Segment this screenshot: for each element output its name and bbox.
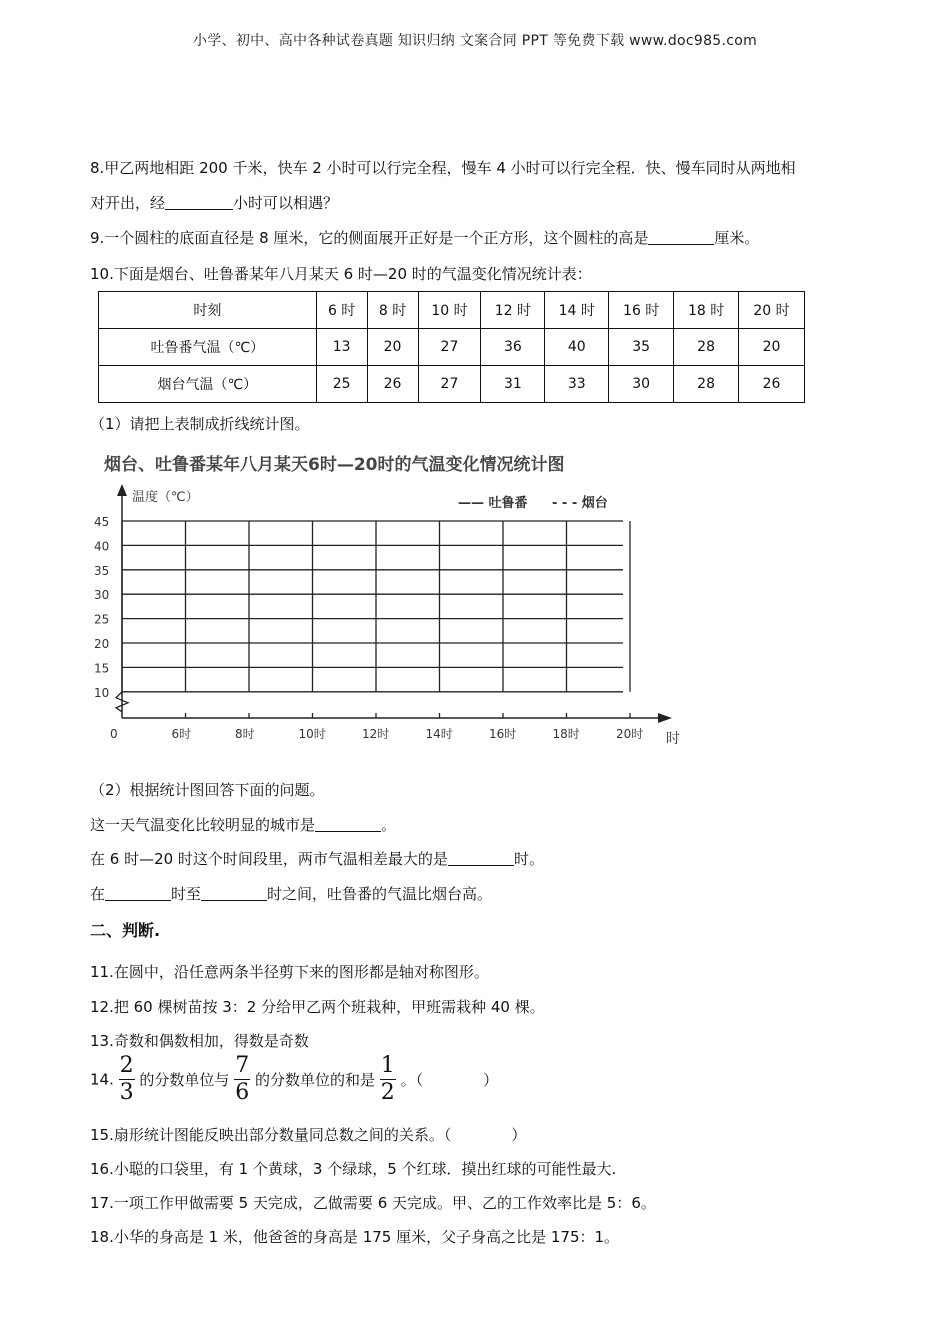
- chart-x-tick-label: 20时: [616, 727, 644, 741]
- table-cell: 35: [609, 329, 674, 366]
- fraction-numerator: 2: [119, 1053, 134, 1078]
- question-10-sub2: （2）根据统计图回答下面的问题。: [90, 781, 325, 799]
- chart-x-axis-label: 时: [666, 731, 680, 747]
- question-10-ask1: [90, 814, 396, 835]
- table-cell: 27: [418, 366, 481, 403]
- question-14: [90, 1055, 498, 1104]
- fraction-denominator: 2: [380, 1080, 395, 1105]
- answer-blank[interactable]: [448, 850, 514, 866]
- question-10-sub1: （1）请把上表制成折线统计图。: [90, 415, 310, 433]
- question-9-text-a: 9.一个圆柱的底面直径是 8 厘米，它的侧面展开正好是一个正方形，这个圆柱的高是: [90, 229, 649, 247]
- fraction-denominator: 3: [119, 1080, 134, 1105]
- question-8-text-a: 对开出，经: [90, 194, 166, 212]
- q14-mid1: 的分数单位与: [139, 1071, 230, 1089]
- fraction-numerator: 7: [235, 1053, 250, 1078]
- chart-y-tick-label: 40: [94, 539, 110, 554]
- ask2-text-a: 在 6 时—20 时这个时间段里，两市气温相差最大的是: [90, 850, 448, 868]
- answer-blank[interactable]: [105, 885, 171, 901]
- chart-axes: [116, 484, 672, 723]
- q14-mid2: 的分数单位的和是: [255, 1071, 376, 1089]
- chart-y-tick-label: 15: [94, 661, 110, 676]
- table-header-cell: 16 时: [609, 292, 674, 329]
- table-cell: 20: [739, 329, 805, 366]
- table-header-cell: 8 时: [367, 292, 418, 329]
- table-cell: 30: [609, 366, 674, 403]
- ask3-text-b: 时至: [171, 885, 202, 903]
- question-15: 15.扇形统计图能反映出部分数量同总数之间的关系。（ ）: [90, 1126, 527, 1144]
- chart-y-tick-label: 20: [94, 637, 110, 651]
- ask1-text-b: 。: [381, 816, 397, 834]
- table-cell: 26: [739, 366, 805, 403]
- table-cell: 26: [367, 366, 418, 403]
- chart-x-tick-label: 8时: [235, 727, 255, 741]
- chart-x-tick-label: 14时: [425, 727, 453, 741]
- chart-origin-label: 0: [110, 727, 118, 741]
- answer-blank[interactable]: [648, 229, 714, 245]
- question-10-ask3: [90, 883, 492, 904]
- question-10-intro: 10.下面是烟台、吐鲁番某年八月某天 6 时—20 时的气温变化情况统计表：: [90, 265, 592, 283]
- q14-suffix: 。（ ）: [400, 1071, 499, 1089]
- table-cell: 28: [674, 329, 739, 366]
- chart-grid: [122, 521, 630, 692]
- chart-y-tick-label: 25: [94, 612, 110, 627]
- question-16: 16.小聪的口袋里，有 1 个黄球，3 个绿球，5 个红球．摸出红球的可能性最大.: [90, 1160, 617, 1178]
- chart-y-tick-label: 45: [94, 515, 110, 529]
- chart-y-tick-label: 10: [94, 685, 110, 700]
- table-cell: 36: [481, 329, 545, 366]
- fraction-numerator: 1: [380, 1053, 395, 1078]
- table-cell: 烟台气温（℃）: [99, 366, 317, 403]
- ask1-text-a: 这一天气温变化比较明显的城市是: [90, 816, 316, 834]
- question-11: 11.在圆中，沿任意两条半径剪下来的图形都是轴对称图形。: [90, 963, 489, 981]
- chart-x-axis-arrow: [658, 713, 672, 723]
- fraction-denominator: 6: [235, 1080, 250, 1105]
- question-17: 17.一项工作甲做需要 5 天完成，乙做需要 6 天完成。甲、乙的工作效率比是 5：6。: [90, 1194, 656, 1212]
- chart-y-tick-label: 30: [94, 588, 110, 603]
- table-cell: 40: [545, 329, 609, 366]
- section-2-title: 二、判断.: [90, 921, 161, 940]
- answer-blank[interactable]: [165, 194, 233, 210]
- temperature-table: [98, 291, 805, 403]
- question-8-line2: [90, 192, 338, 213]
- chart-x-ticks: [172, 726, 644, 741]
- table-row-turpan: [99, 329, 805, 366]
- chart-x-tick-label: 18时: [552, 727, 580, 741]
- chart-x-tick-label: 10时: [298, 727, 326, 741]
- line-chart-container: [90, 446, 690, 760]
- ask2-text-b: 时。: [513, 850, 544, 868]
- table-row-yantai: [99, 366, 805, 403]
- chart-x-tick-label: 16时: [489, 727, 517, 741]
- table-header-cell: 14 时: [545, 292, 609, 329]
- table-cell: 31: [481, 366, 545, 403]
- fraction-2-3: [119, 1055, 135, 1104]
- chart-y-axis-label: 温度（℃）: [132, 490, 199, 505]
- question-9-text-b: 厘米。: [714, 229, 760, 247]
- fraction-7-6: [234, 1055, 250, 1104]
- table-header-cell: 20 时: [739, 292, 805, 329]
- chart-x-tick-label: 6时: [171, 727, 192, 741]
- table-cell: 20: [367, 329, 418, 366]
- table-cell: 吐鲁番气温（℃）: [99, 329, 317, 366]
- chart-y-tick-label: 35: [94, 563, 110, 578]
- question-18: 18.小华的身高是 1 米，他爸爸的身高是 175 厘米，父子身高之比是 175：1。: [90, 1228, 620, 1246]
- table-header-cell: 6 时: [316, 292, 367, 329]
- question-9: [90, 227, 759, 248]
- chart-y-ticks: [94, 515, 109, 700]
- chart-title: 烟台、吐鲁番某年八月某天6时—20时的气温变化情况统计图: [104, 455, 565, 475]
- fraction-1-2: [380, 1055, 396, 1104]
- table-cell: 33: [545, 366, 609, 403]
- table-cell: 28: [674, 366, 739, 403]
- table-cell: 13: [316, 329, 367, 366]
- question-8-text-b: 小时可以相遇？: [233, 194, 339, 212]
- chart-y-axis-arrow: [117, 484, 127, 496]
- answer-blank[interactable]: [201, 885, 267, 901]
- chart-x-tick-label: 12时: [362, 727, 390, 741]
- answer-blank[interactable]: [315, 816, 381, 832]
- question-10-ask2: [90, 848, 544, 869]
- chart-legend-yantai: - - - 烟台: [552, 496, 608, 511]
- q14-prefix: 14.: [90, 1070, 114, 1089]
- ask3-text-c: 时之间，吐鲁番的气温比烟台高。: [267, 885, 493, 903]
- table-cell: 27: [418, 329, 481, 366]
- table-header-cell: 12 时: [481, 292, 545, 329]
- ask3-text-a: 在: [90, 885, 106, 903]
- table-header-cell: 18 时: [674, 292, 739, 329]
- page-header: 小学、初中、高中各种试卷真题 知识归纳 文案合同 PPT 等免费下载 www.doc985.com: [192, 33, 758, 49]
- table-header-row: [99, 292, 805, 329]
- chart-legend-turpan: —— 吐鲁番: [458, 496, 528, 511]
- question-13: 13.奇数和偶数相加，得数是奇数: [90, 1032, 309, 1050]
- table-header-cell: 10 时: [418, 292, 481, 329]
- table-cell: 25: [316, 366, 367, 403]
- question-8-line1: 8.甲乙两地相距 200 千米，快车 2 小时可以行完全程，慢车 4 小时可以行完全程．快、慢车同时从两地相: [90, 159, 796, 177]
- table-header-cell: 时刻: [99, 292, 317, 329]
- line-chart: [90, 446, 690, 756]
- question-12: 12.把 60 棵树苗按 3：2 分给甲乙两个班栽种，甲班需栽种 40 棵。: [90, 998, 545, 1016]
